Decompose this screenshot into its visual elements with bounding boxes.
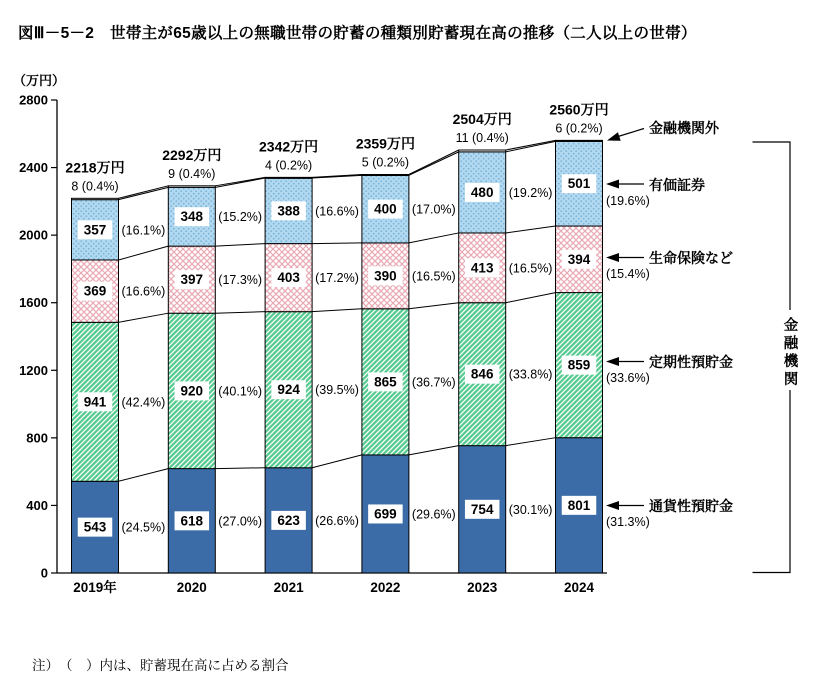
segment-value-label: 403 (277, 270, 300, 286)
segment-pct-label: (30.1%) (508, 502, 553, 517)
connector-line (409, 233, 459, 243)
x-axis-label: 2020 (176, 580, 207, 595)
segment-pct-label: (36.7%) (411, 375, 456, 390)
top-segment-label: 9 (0.4%) (168, 166, 216, 181)
legend-pct-label: (33.6%) (606, 371, 650, 385)
y-axis-tick-label: 1200 (19, 362, 48, 378)
segment-value-label: 801 (567, 497, 591, 513)
segment-value-label: 394 (567, 251, 591, 267)
bar-total-label: 2218万円 (65, 159, 125, 176)
bar-segment (265, 177, 312, 178)
figure-title: 図Ⅲ－5－2 世帯主が65歳以上の無職世帯の貯蓄の種類別貯蓄現在高の推移（二人以上の世帯） (18, 25, 697, 42)
legend-pct-label: (31.3%) (606, 515, 650, 529)
bar-segment (459, 150, 506, 152)
connector-line (215, 312, 265, 314)
segment-pct-label: (17.3%) (218, 273, 263, 288)
connector-line (215, 177, 265, 185)
connector-line (506, 140, 556, 150)
connector-line (119, 246, 169, 260)
bar-total-label: 2359万円 (355, 135, 415, 152)
segment-pct-label: (16.5%) (508, 261, 553, 276)
segment-value-label: 388 (277, 203, 300, 219)
legend-label: 定期性預貯金 (649, 354, 733, 370)
bracket-label-char: 融 (783, 336, 799, 352)
segment-value-label: 348 (180, 209, 204, 225)
top-segment-label: 8 (0.4%) (71, 179, 119, 194)
connector-line (119, 187, 169, 199)
connector-line (506, 141, 556, 151)
bar-segment (556, 140, 603, 141)
y-axis-tick-label: 2000 (19, 227, 48, 243)
segment-value-label: 369 (83, 283, 107, 299)
connector-line (312, 455, 362, 468)
y-axis-tick-label: 0 (40, 565, 48, 581)
bracket-line-bottom (753, 390, 791, 573)
x-axis-label: 2022 (370, 580, 401, 595)
segment-value-label: 924 (277, 382, 300, 398)
segment-pct-label: (33.8%) (508, 367, 553, 382)
segment-pct-label: (16.6%) (315, 204, 359, 219)
legend-arrow-head (607, 132, 621, 141)
bar-segment (168, 186, 215, 188)
segment-value-label: 397 (180, 272, 204, 288)
bracket-label-char: 関 (783, 372, 799, 388)
segment-pct-label: (17.0%) (411, 202, 456, 217)
bracket-label-char: 金 (783, 318, 799, 334)
y-axis-unit-label: （万円） (13, 73, 66, 88)
bracket-line-top (753, 142, 791, 310)
legend-label: 通貨性預貯金 (649, 498, 733, 514)
connector-line (215, 178, 265, 187)
segment-pct-label: (15.2%) (218, 210, 263, 225)
legend-arrow-head (606, 253, 619, 262)
bracket (753, 142, 799, 573)
segment-pct-label: (17.2%) (315, 271, 359, 286)
y-axis-tick-label: 1600 (19, 295, 48, 311)
top-segment-label: 5 (0.2%) (361, 155, 410, 170)
segment-value-label: 941 (83, 394, 107, 410)
segment-value-label: 400 (374, 201, 397, 217)
segment-value-label: 357 (83, 222, 107, 238)
connector-line (409, 152, 459, 175)
segment-value-label: 699 (374, 506, 397, 522)
legend-arrow-line (618, 129, 644, 137)
connector-line (506, 438, 556, 446)
bar-total-label: 2560万円 (549, 101, 609, 118)
bar-segment (72, 198, 119, 199)
connector-line (312, 243, 362, 244)
legend-arrow-head (606, 357, 619, 366)
legend-pct-label: (15.4%) (606, 267, 650, 281)
figure-note: 注） （ ）内は、貯蓄現在高に占める割合 (32, 658, 289, 673)
segment-value-label: 413 (470, 260, 494, 276)
bar-total-label: 2504万円 (452, 111, 512, 128)
connector-line (312, 309, 362, 312)
top-segment-label: 6 (0.2%) (555, 121, 603, 136)
top-segment-label: 4 (0.2%) (264, 158, 313, 173)
segment-pct-label: (42.4%) (121, 395, 166, 410)
segment-value-label: 859 (567, 357, 591, 373)
connector-line (119, 313, 169, 322)
segment-pct-label: (24.5%) (121, 520, 166, 535)
y-axis-tick-label: 2400 (19, 160, 48, 176)
connector-line (409, 150, 459, 174)
legend (606, 120, 733, 529)
segment-value-label: 754 (470, 501, 494, 517)
connector-line (119, 469, 169, 482)
segment-pct-label: (27.0%) (218, 514, 263, 529)
segment-value-label: 846 (470, 366, 494, 382)
y-axis-tick-label: 400 (26, 497, 48, 513)
segment-pct-label: (16.1%) (121, 223, 166, 238)
segment-pct-label: (16.5%) (411, 269, 456, 284)
bracket-label-char: 機 (783, 354, 799, 370)
legend-arrow-head (606, 180, 619, 189)
connector-line (506, 226, 556, 233)
legend-arrow-head (606, 501, 619, 510)
segment-pct-label: (39.5%) (315, 383, 359, 398)
bar-labels (65, 101, 608, 536)
x-axis-label: 2024 (563, 580, 595, 595)
segment-value-label: 543 (83, 519, 107, 535)
x-axis-label: 2023 (467, 580, 498, 595)
legend-label: 金融機関外 (649, 120, 719, 136)
connector-line (506, 293, 556, 303)
segment-pct-label: (40.1%) (218, 384, 263, 399)
segment-value-label: 480 (470, 184, 494, 200)
segment-value-label: 920 (180, 383, 204, 399)
y-axis-tick-label: 2800 (19, 92, 48, 108)
segment-value-label: 623 (277, 512, 300, 528)
x-axis-label: 2021 (273, 580, 304, 595)
segment-value-label: 501 (567, 176, 591, 192)
top-segment-label: 11 (0.4%) (455, 131, 509, 146)
segment-value-label: 390 (374, 268, 397, 284)
connector-line (215, 468, 265, 469)
segment-pct-label: (19.2%) (508, 185, 553, 200)
x-axis-label: 2019年 (73, 580, 117, 595)
segment-pct-label: (26.6%) (315, 513, 359, 528)
bar-total-label: 2292万円 (162, 146, 222, 163)
segment-pct-label: (16.6%) (121, 284, 166, 299)
segment-value-label: 618 (180, 513, 204, 529)
segment-value-label: 865 (374, 374, 397, 390)
bar-segment (362, 174, 409, 175)
connector-line (409, 446, 459, 455)
legend-label: 有価証券 (649, 177, 705, 193)
segment-pct-label: (29.6%) (411, 507, 456, 522)
legend-label: 生命保険など (649, 250, 733, 266)
legend-pct-label: (19.6%) (606, 194, 650, 208)
connector-line (409, 303, 459, 309)
y-axis-tick-label: 800 (26, 430, 48, 446)
connector-line (119, 186, 169, 199)
bar-total-label: 2342万円 (259, 138, 319, 155)
connector-line (215, 244, 265, 247)
